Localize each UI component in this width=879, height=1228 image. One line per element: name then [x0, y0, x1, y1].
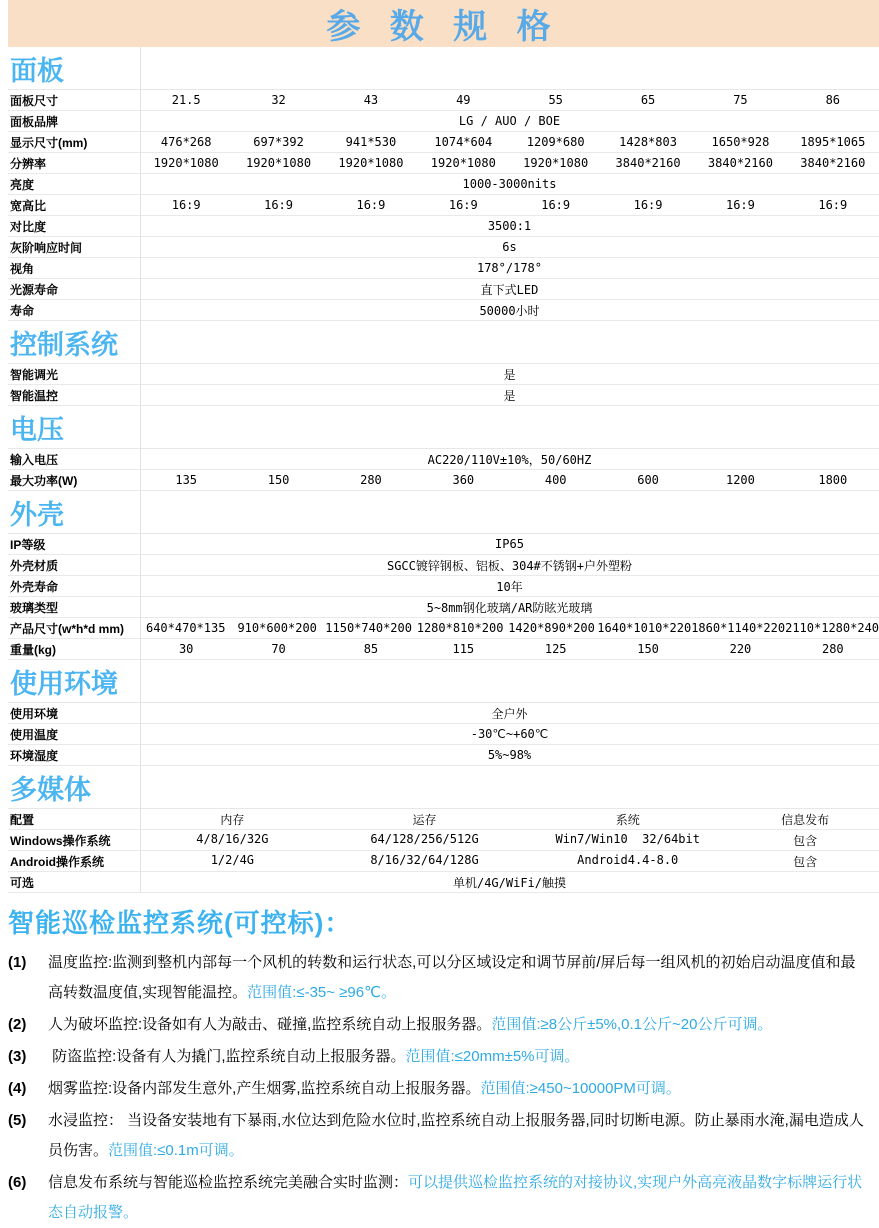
row-cells	[140, 705, 879, 722]
spec-row	[8, 724, 879, 745]
spec-cell: 运存	[412, 812, 437, 827]
row-cells	[140, 114, 879, 128]
list-item-range-highlight: 范围值:≤-35~ ≥96℃。	[247, 984, 396, 1002]
monitoring-heading: 智能巡检监控系统(可控标)：	[8, 908, 352, 939]
row-cells	[140, 198, 879, 212]
section-title: 电压	[8, 406, 879, 449]
spec-cell: 1150*740*200	[325, 621, 412, 636]
spec-cell: 86	[825, 93, 841, 108]
spec-row	[8, 703, 879, 724]
row-cells	[140, 537, 879, 551]
spec-cell: 内存	[220, 812, 245, 827]
spec-cell: 75	[733, 93, 748, 108]
spec-span-value: 单机/4G/WiFi/触摸	[452, 875, 567, 890]
list-item-range-highlight: 范围值:≥450~10000PM可调。	[480, 1080, 681, 1098]
row-cells	[140, 135, 879, 149]
title-banner	[8, 0, 879, 47]
spec-span-value: SGCC镀锌钢板、铝板、304#不锈钢+户外塑粉	[386, 558, 633, 573]
row-cells	[140, 727, 879, 741]
spec-row	[8, 111, 879, 132]
row-cells	[140, 557, 879, 574]
row-cells	[140, 811, 879, 828]
row-label: 亮度	[10, 177, 35, 192]
spec-cell: 16:9	[633, 198, 663, 213]
spec-row	[8, 174, 879, 195]
list-item-number: (4)	[8, 1080, 27, 1098]
spec-row	[8, 237, 879, 258]
spec-cell: 4/8/16/32G	[196, 831, 269, 846]
spec-row	[8, 364, 879, 385]
spec-span-value: 是	[503, 367, 516, 382]
row-label: 输入电压	[10, 452, 59, 467]
row-label: IP等级	[10, 537, 46, 552]
spec-cell: 910*600*200	[237, 621, 317, 636]
spec-row	[8, 576, 879, 597]
list-item-text	[48, 1042, 873, 1072]
list-item-range-highlight: 范围值:≤20mm±5%可调。	[405, 1048, 580, 1066]
section-title: 外壳	[8, 491, 879, 534]
row-cells	[140, 578, 879, 595]
row-label: Android操作系统	[10, 854, 104, 869]
spec-cell: 476*268	[160, 135, 212, 150]
row-cells	[140, 302, 879, 319]
row-cells	[140, 748, 879, 762]
page-title: 参 数 规 格	[326, 8, 561, 46]
row-label: 分辨率	[10, 156, 47, 171]
spec-row	[8, 90, 879, 111]
spec-cell: 941*530	[345, 135, 397, 150]
spec-cell: 16:9	[356, 198, 386, 213]
spec-table	[8, 47, 879, 893]
row-label: 面板品牌	[10, 114, 59, 129]
spec-row	[8, 597, 879, 618]
spec-cell: 1200	[725, 473, 755, 488]
spec-cell: 360	[452, 473, 475, 488]
row-label: 宽高比	[10, 198, 47, 213]
list-item	[8, 1106, 873, 1166]
spec-row	[8, 385, 879, 406]
list-item-text	[48, 1106, 873, 1166]
spec-cell: 16:9	[818, 198, 848, 213]
spec-cell: 信息发布	[781, 812, 830, 827]
row-cells	[140, 642, 879, 656]
row-cells	[140, 261, 879, 275]
list-item-number: (3)	[8, 1048, 27, 1066]
list-item-text	[48, 1168, 873, 1228]
row-label: 玻璃类型	[10, 600, 59, 615]
list-item-text	[48, 948, 873, 1008]
spec-cell: 1895*1065	[800, 135, 866, 150]
row-label: 对比度	[10, 219, 47, 234]
row-label: 寿命	[10, 303, 35, 318]
row-label: 面板尺寸	[10, 93, 59, 108]
spec-cell: 包含	[793, 854, 818, 869]
spec-cell: 16:9	[171, 198, 201, 213]
list-item	[8, 1010, 873, 1040]
spec-cell: 1920*1080	[338, 156, 404, 171]
spec-row	[8, 258, 879, 279]
spec-cell: 64/128/256/512G	[370, 831, 479, 846]
row-cells	[140, 874, 879, 891]
row-label: 产品尺寸(w*h*d mm)	[10, 621, 125, 636]
spec-cell: 55	[548, 93, 563, 108]
spec-row	[8, 216, 879, 237]
row-label: 智能温控	[10, 388, 59, 403]
spec-span-value: IP65	[495, 537, 524, 552]
row-cells	[140, 599, 879, 616]
row-cells	[140, 853, 879, 870]
row-cells	[140, 451, 879, 468]
spec-cell: 3840*2160	[615, 156, 681, 171]
row-label: 外壳材质	[10, 558, 59, 573]
row-label: 配置	[10, 812, 35, 827]
spec-cell: 1920*1080	[430, 156, 496, 171]
spec-row	[8, 279, 879, 300]
row-label: 环境湿度	[10, 748, 59, 763]
row-cells	[140, 93, 879, 107]
spec-row	[8, 639, 879, 660]
spec-span-value: 5%~98%	[487, 748, 532, 763]
spec-row	[8, 618, 879, 639]
row-label: 视角	[10, 261, 35, 276]
row-cells	[140, 387, 879, 404]
list-item-range-highlight: 范围值:≥8公斤±5%,0.1公斤~20公斤可调。	[491, 1016, 773, 1034]
spec-cell: 49	[456, 93, 471, 108]
spec-cell: Win7/Win10 32/64bit	[555, 831, 700, 846]
monitoring-section	[0, 903, 879, 1228]
spec-row	[8, 830, 879, 851]
spec-cell: 1/2/4G	[210, 852, 255, 867]
spec-cell: 16:9	[448, 198, 478, 213]
spec-cell: 1860*1140*220	[691, 621, 786, 636]
spec-cell: 系统	[615, 812, 640, 827]
spec-row	[8, 195, 879, 216]
spec-span-value: 全户外	[491, 706, 528, 721]
spec-cell: 150	[637, 642, 659, 657]
spec-cell: 1920*1080	[153, 156, 219, 171]
spec-cell: 280	[821, 642, 844, 657]
spec-cell: 600	[637, 473, 659, 488]
spec-span-value: 直下式LED	[480, 282, 539, 297]
section-title: 多媒体	[8, 766, 879, 809]
spec-span-value: -30℃~+60℃	[470, 727, 549, 742]
row-cells	[140, 177, 879, 191]
spec-span-value: 1000-3000nits	[462, 177, 557, 192]
spec-cell: 包含	[793, 833, 818, 848]
spec-cell: 150	[267, 473, 290, 488]
list-item-number: (2)	[8, 1016, 27, 1034]
spec-cell: 1074*604	[434, 135, 493, 150]
list-item	[8, 1074, 873, 1104]
spec-row	[8, 534, 879, 555]
spec-span-value: 3500:1	[487, 219, 532, 234]
spec-cell: Android4.4-8.0	[577, 852, 679, 867]
list-item	[8, 1168, 873, 1228]
spec-cell: 115	[452, 642, 475, 657]
row-label: Windows操作系统	[10, 833, 111, 848]
spec-row	[8, 851, 879, 872]
spec-span-value: 178°/178°	[476, 261, 543, 276]
row-cells	[140, 473, 879, 487]
spec-cell: 3840*2160	[800, 156, 866, 171]
spec-cell: 21.5	[171, 93, 201, 108]
spec-cell: 1209*680	[526, 135, 585, 150]
spec-cell: 125	[544, 642, 567, 657]
list-item	[8, 1042, 873, 1072]
row-cells	[140, 366, 879, 383]
row-label: 使用环境	[10, 706, 59, 721]
spec-cell: 1428*803	[619, 135, 677, 150]
spec-cell: 1280*810*200	[416, 621, 504, 636]
row-cells	[140, 219, 879, 233]
list-item-description: 水浸监控： 当设备安装地有下暴雨,水位达到危险水位时,监控系统自动上报服务器,同时切断电源。防止暴雨水淹,漏电造成人员伤害。	[48, 1112, 864, 1160]
row-cells	[140, 832, 879, 849]
spec-span-value: 50000小时	[479, 303, 540, 318]
list-item	[8, 948, 873, 1008]
spec-cell: 400	[544, 473, 567, 488]
list-item-description: 防盗监控:设备有人为撬门,监控系统自动上报服务器。	[48, 1048, 406, 1066]
section-title: 控制系统	[8, 321, 879, 364]
spec-cell: 1920*1080	[246, 156, 312, 171]
spec-row	[8, 153, 879, 174]
spec-cell: 16:9	[264, 198, 294, 213]
row-cells	[140, 240, 879, 254]
spec-cell: 70	[271, 642, 286, 657]
spec-cell: 3840*2160	[707, 156, 773, 171]
spec-cell: 43	[363, 93, 379, 108]
spec-span-value: 5~8mm钢化玻璃/AR防眩光玻璃	[426, 600, 593, 615]
spec-row	[8, 449, 879, 470]
spec-cell: 30	[178, 642, 194, 657]
spec-span-value: 6s	[502, 240, 517, 255]
spec-cell: 85	[363, 642, 379, 657]
spec-cell: 1420*890*200	[508, 621, 595, 636]
spec-cell: 135	[175, 473, 198, 488]
section-title: 使用环境	[8, 660, 879, 703]
spec-cell: 16:9	[541, 198, 571, 213]
spec-cell: 2110*1280*240	[785, 621, 879, 636]
spec-cell: 1920*1080	[523, 156, 589, 171]
spec-cell: 1650*928	[711, 135, 770, 150]
spec-row	[8, 745, 879, 766]
spec-span-value: AC220/110V±10%，50/60HZ	[427, 452, 592, 467]
row-label: 光源寿命	[10, 282, 59, 297]
spec-row	[8, 555, 879, 576]
list-item-number: (6)	[8, 1174, 27, 1192]
spec-span-value: 是	[503, 388, 516, 403]
spec-cell: 280	[360, 473, 382, 488]
list-item-range-highlight: 范围值:≤0.1m可调。	[108, 1142, 244, 1160]
list-item-text	[48, 1074, 873, 1104]
spec-row	[8, 872, 879, 893]
spec-row	[8, 809, 879, 830]
list-item-number: (5)	[8, 1112, 27, 1130]
spec-cell: 697*392	[253, 135, 304, 150]
spec-cell: 1640*1010*220	[597, 621, 692, 636]
list-item-number: (1)	[8, 954, 27, 972]
row-cells	[140, 156, 879, 170]
spec-cell: 32	[271, 93, 286, 108]
spec-row	[8, 300, 879, 321]
monitoring-list	[8, 948, 873, 1228]
spec-cell: 65	[640, 93, 656, 108]
spec-cell: 220	[729, 642, 752, 657]
row-label: 可选	[10, 875, 35, 890]
list-item-range-highlight: 可以提供巡检监控系统的对接协议,实现户外高亮液晶数字标牌运行状态自动报警。	[48, 1174, 863, 1222]
row-label: 显示尺寸(mm)	[10, 135, 88, 150]
spec-row	[8, 132, 879, 153]
spec-cell: 1800	[818, 473, 848, 488]
row-label: 外壳寿命	[10, 579, 59, 594]
spec-span-value: 10年	[496, 579, 523, 594]
row-cells	[140, 621, 879, 635]
row-cells	[140, 281, 879, 298]
row-label: 最大功率(W)	[10, 473, 78, 488]
list-item-description: 温度监控:监测到整机内部每一个风机的转数和运行状态,可以分区域设定和调节屏前/屏后每一组风机的初始启动温度值和最高转数温度值,实现智能温控。	[48, 954, 856, 1002]
list-item-text	[48, 1010, 873, 1040]
list-item-description: 信息发布系统与智能巡检监控系统完美融合实时监测：	[48, 1174, 409, 1192]
spec-cell: 16:9	[725, 198, 755, 213]
list-item-description: 人为破坏监控:设备如有人为敲击、碰撞,监控系统自动上报服务器。	[48, 1016, 492, 1034]
list-item-description: 烟雾监控:设备内部发生意外,产生烟雾,监控系统自动上报服务器。	[48, 1080, 481, 1098]
row-label: 重量(kg)	[10, 642, 56, 657]
row-label: 智能调光	[10, 367, 59, 382]
section-title: 面板	[8, 47, 879, 90]
spec-span-value: LG / AUO / BOE	[458, 114, 561, 129]
spec-row	[8, 470, 879, 491]
row-label: 灰阶响应时间	[10, 240, 83, 255]
spec-cell: 8/16/32/64/128G	[370, 852, 479, 867]
spec-cell: 640*470*135	[145, 621, 226, 636]
row-label: 使用温度	[10, 727, 59, 742]
